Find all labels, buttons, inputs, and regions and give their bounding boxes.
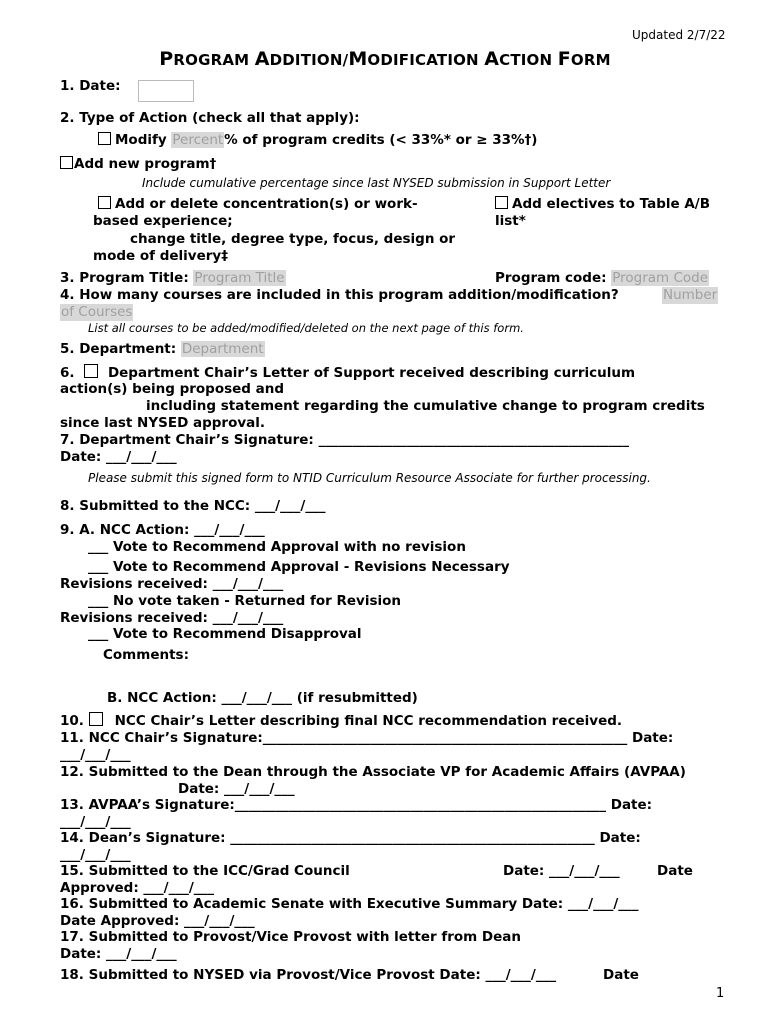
dean-signature-date[interactable]: ___/___/___ [60, 847, 131, 863]
action-type-label: 2. Type of Action (check all that apply): [60, 110, 360, 126]
icc-submission-date[interactable]: Date: ___/___/___ [503, 863, 620, 879]
ncc-chair-signature[interactable]: 11. NCC Chair’s Signature:______________________________________________________ Date: [60, 730, 674, 746]
courses-count-label: 4. How many courses are included in this program addition/modification? [60, 287, 619, 303]
add-new-program-checkbox[interactable] [60, 156, 73, 169]
ncc-option-approval[interactable]: ___ Vote to Recommend Approval with no revision [88, 539, 466, 555]
ncc-option-revisions[interactable]: ___ Vote to Recommend Approval - Revisions Necessary [88, 559, 510, 575]
program-code-label: Program code: Program Code [495, 270, 709, 286]
ncc-chair-letter-checkbox[interactable] [89, 712, 103, 726]
nysed-approved-date-label: Date [603, 967, 639, 983]
nysed-submission[interactable]: 18. Submitted to NYSED via Provost/Vice Provost Date: ___/___/___ [60, 967, 557, 983]
date-label: 1. Date: [60, 78, 121, 94]
percent-field[interactable]: Percent [172, 132, 224, 148]
electives-line-2: list* [495, 213, 526, 229]
department-field[interactable]: Department [181, 341, 264, 357]
concentration-option: Add or delete concentration(s) or work- [98, 196, 418, 213]
dean-signature[interactable]: 14. Dean’s Signature: ______________________________________________________ Date: [60, 830, 641, 846]
ncc-option-no-vote[interactable]: ___ No vote taken - Returned for Revision [88, 593, 401, 609]
concentration-checkbox[interactable] [98, 196, 111, 209]
ncc-action-b[interactable]: B. NCC Action: ___/___/___ (if resubmitted) [107, 690, 418, 706]
electives-option: Add electives to Table A/B [495, 196, 710, 213]
provost-submission: 17. Submitted to Provost/Vice Provost with letter from Dean [60, 929, 521, 945]
avpaa-signature[interactable]: 13. AVPAA’s Signature:_______________________________________________________ Date: [60, 797, 653, 813]
department-label: 5. Department: Department [60, 341, 264, 357]
concentration-line-2: based experience; [93, 213, 233, 229]
chair-letter-line-4: since last NYSED approval. [60, 415, 266, 431]
date-input[interactable] [138, 80, 194, 102]
senate-approved-date[interactable]: Date Approved: ___/___/___ [60, 913, 255, 929]
ncc-chair-letter: 10. NCC Chair’s Letter describing final NCC recommendation received. [60, 713, 623, 729]
number-of-courses-field-cont[interactable]: of Courses [61, 304, 133, 320]
page-number: 1 [716, 986, 725, 1001]
dean-submission-date[interactable]: Date: ___/___/___ [178, 781, 295, 797]
chair-letter-checkbox[interactable] [84, 364, 98, 378]
revisions-received-2[interactable]: Revisions received: ___/___/___ [60, 610, 284, 626]
dean-submission: 12. Submitted to the Dean through the Associate VP for Academic Affairs (AVPAA) [60, 764, 686, 780]
senate-submission[interactable]: 16. Submitted to Academic Senate with Executive Summary Date: ___/___/___ [60, 896, 639, 912]
modify-checkbox[interactable] [98, 132, 111, 145]
icc-submission: 15. Submitted to the ICC/Grad Council [60, 863, 350, 879]
submit-note: Please submit this signed form to NTID Curriculum Resource Associate for further processing. [88, 471, 651, 485]
ncc-action-a[interactable]: 9. A. NCC Action: ___/___/___ [60, 522, 265, 538]
icc-approved-date[interactable]: Approved: ___/___/___ [60, 880, 215, 896]
provost-submission-date[interactable]: Date: ___/___/___ [60, 946, 177, 962]
chair-signature-date[interactable]: Date: ___/___/___ [60, 449, 177, 465]
chair-letter-line-1: 6. Department Chair’s Letter of Support received describing curriculum [60, 365, 636, 381]
comments-label: Comments: [103, 647, 189, 663]
program-code-field[interactable]: Program Code [612, 270, 709, 286]
chair-letter-line-2: action(s) being proposed and [60, 381, 285, 397]
ncc-option-disapproval[interactable]: ___ Vote to Recommend Disapproval [88, 626, 362, 642]
cumulative-note: Include cumulative percentage since last NYSED submission in Support Letter [142, 176, 611, 190]
revisions-received-1[interactable]: Revisions received: ___/___/___ [60, 576, 284, 592]
page-title: PROGRAM ADDITION/MODIFICATION ACTION FORM [159, 48, 611, 70]
avpaa-signature-date[interactable]: ___/___/___ [60, 814, 131, 830]
modify-option: Modify Percent% of program credits (< 33%* or ≥ 33%†) [98, 132, 537, 149]
ncc-submitted[interactable]: 8. Submitted to the NCC: ___/___/___ [60, 498, 326, 514]
program-title-field[interactable]: Program Title [194, 270, 285, 286]
concentration-line-3: change title, degree type, focus, design or [130, 231, 456, 247]
updated-date: Updated 2/7/22 [632, 28, 726, 42]
concentration-line-4: mode of delivery‡ [93, 248, 228, 264]
chair-letter-line-3: including statement regarding the cumulative change to program credits [146, 398, 705, 414]
number-of-courses-field[interactable]: Number [663, 287, 718, 303]
courses-note: List all courses to be added/modified/deleted on the next page of this form. [88, 321, 524, 335]
electives-checkbox[interactable] [495, 196, 508, 209]
program-title-label: 3. Program Title: Program Title [60, 270, 285, 286]
add-new-program-option: Add new program† [60, 156, 216, 173]
ncc-chair-signature-date[interactable]: ___/___/___ [60, 747, 131, 763]
chair-signature-line[interactable]: 7. Department Chair’s Signature: ______________________________________________ [60, 432, 630, 448]
icc-approved-date-label: Date [657, 863, 693, 879]
